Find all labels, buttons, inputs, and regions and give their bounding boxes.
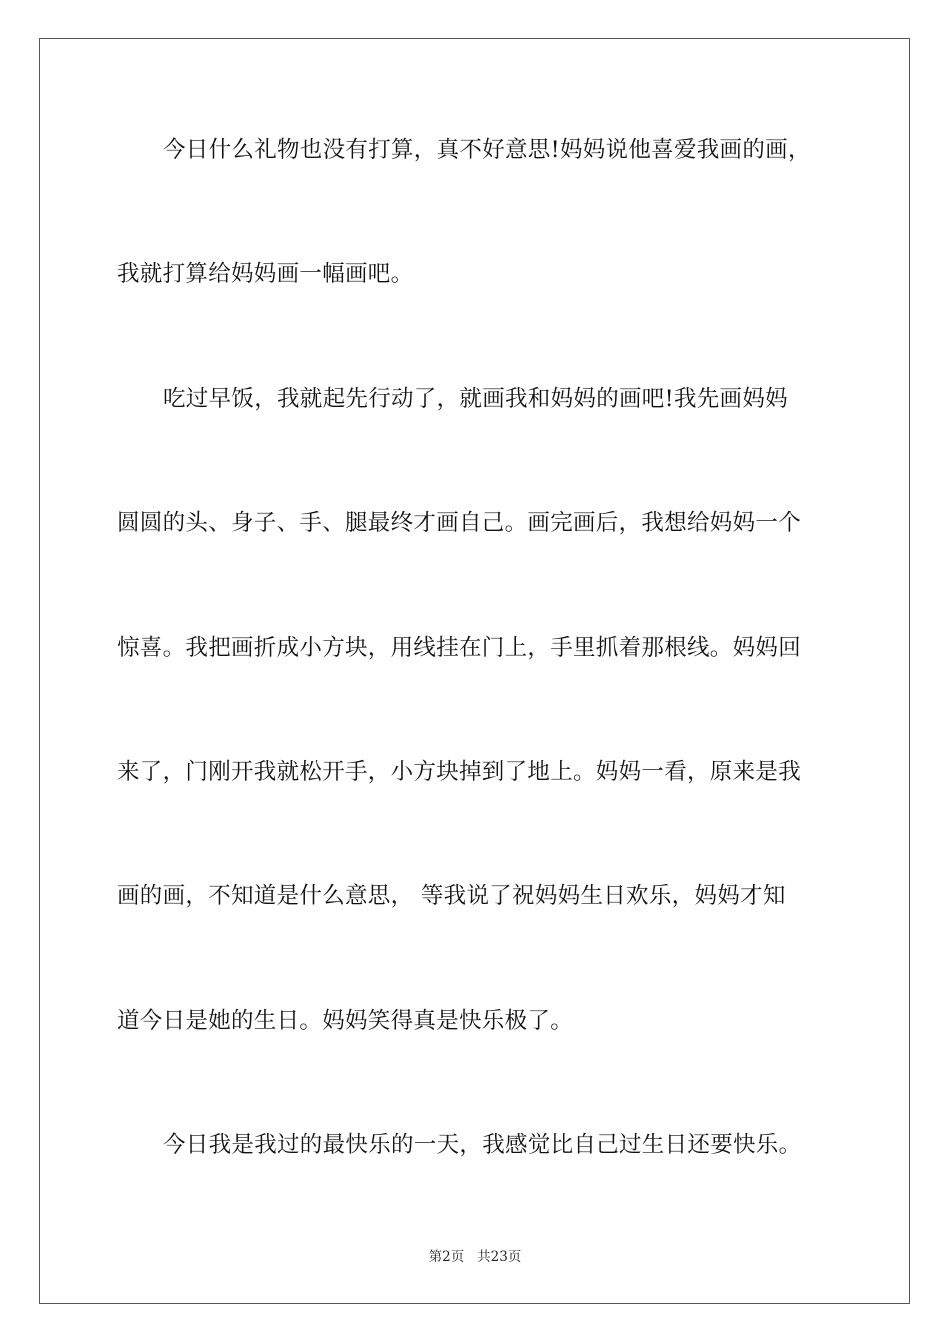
- paragraph-line: 来了，门刚开我就松开手，小方块掉到了地上。妈妈一看，原来是我: [117, 759, 802, 785]
- page-number: 第2页: [428, 1249, 465, 1265]
- paragraph-line: 今日什么礼物也没有打算，真不好意思!妈妈说他喜爱我画的画，: [163, 137, 811, 163]
- paragraph-line: 我就打算给妈妈画一幅画吧。: [117, 261, 414, 287]
- page-frame: [39, 38, 910, 1304]
- paragraph-line: 圆圆的头、身子、手、腿最终才画自己。画完画后，我想给妈妈一个: [117, 510, 802, 536]
- paragraph-line: 今日我是我过的最快乐的一天，我感觉比自己过生日还要快乐。: [163, 1132, 802, 1158]
- paragraph-line: 画的画，不知道是什么意思， 等我说了祝妈妈生日欢乐，妈妈才知: [117, 883, 786, 909]
- page-footer: [0, 1248, 950, 1266]
- footer-spacer: [464, 1249, 477, 1265]
- paragraph-line: 惊喜。我把画折成小方块，用线挂在门上，手里抓着那根线。妈妈回: [117, 635, 802, 661]
- paragraph-line: 道今日是她的生日。妈妈笑得真是快乐极了。: [117, 1008, 574, 1034]
- page-total: 共23页: [477, 1249, 522, 1265]
- paragraph-line: 吃过早饭，我就起先行动了，就画我和妈妈的画吧!我先画妈妈: [163, 386, 788, 412]
